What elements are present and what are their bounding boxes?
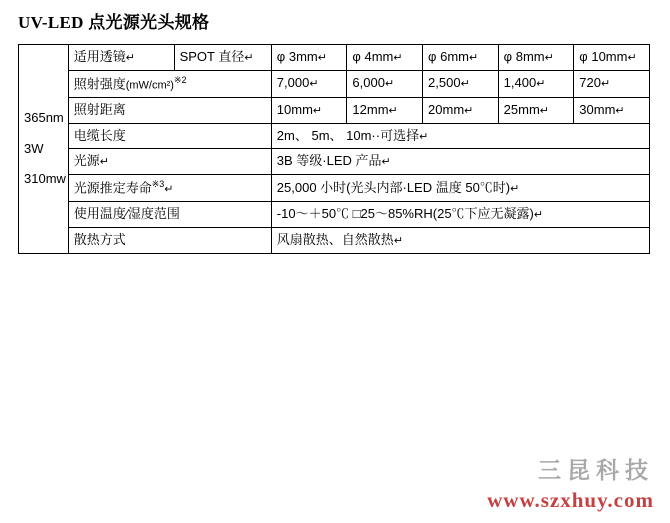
watermark-brand: 三昆科技 <box>538 458 654 483</box>
header-diameter-3 <box>498 45 574 71</box>
distance-value-2-text: 20mm <box>428 101 465 117</box>
row-value-temp-humidity <box>271 202 649 228</box>
row-label-distance-text: 照射距离 <box>73 102 126 118</box>
row-label-irradiance-text: 照射强度 <box>73 76 126 92</box>
irradiance-value-4-text: 720 <box>579 75 601 91</box>
table-row-cable-length <box>19 123 650 149</box>
pilcrow-mark: ↵ <box>381 156 391 169</box>
row-value-lifetime <box>271 175 649 202</box>
pilcrow-mark: ↵ <box>460 78 470 91</box>
distance-value-3 <box>498 97 574 123</box>
side-label-line-0: 365nm <box>24 110 64 126</box>
row-value-cooling-text: 风扇散热、自然散热 <box>276 231 394 247</box>
row-label-irradiance-unit: (mW/cm²) <box>125 79 174 92</box>
watermark-url: www.szxhuy.com <box>487 488 654 512</box>
row-value-cable-length <box>271 123 649 149</box>
pilcrow-mark: ↵ <box>388 104 398 117</box>
distance-value-0 <box>271 97 347 123</box>
table-row-light-source <box>19 149 650 175</box>
header-diameter-0 <box>271 45 347 71</box>
pilcrow-mark: ↵ <box>464 104 474 117</box>
pilcrow-mark: ↵ <box>384 78 395 91</box>
distance-value-1-text: 12mm <box>352 101 389 117</box>
specification-table <box>18 44 650 254</box>
table-row-cooling <box>19 227 650 253</box>
pilcrow-mark: ↵ <box>393 234 404 247</box>
row-label-distance <box>68 97 271 123</box>
row-value-light-source-text: 3B 等级·LED 产品 <box>276 153 382 169</box>
irradiance-value-2-text: 2,500 <box>428 75 461 91</box>
header-spot-text: SPOT 直径 <box>179 49 245 64</box>
pilcrow-mark: ↵ <box>510 182 520 195</box>
header-diameter-4 <box>574 45 650 71</box>
pilcrow-mark: ↵ <box>317 52 327 64</box>
row-label-lifetime <box>68 175 271 202</box>
table-row-distance <box>19 97 650 123</box>
irradiance-value-3-text: 1,400 <box>503 75 537 91</box>
row-value-lifetime-text: 25,000 小时(光头内部·LED 温度 50℃时) <box>276 179 511 195</box>
header-diameter-2 <box>423 45 499 71</box>
row-label-light-source-text: 光源 <box>73 153 100 169</box>
distance-value-0-text: 10mm <box>276 101 313 117</box>
distance-value-4 <box>574 97 650 123</box>
pilcrow-mark: ↵ <box>544 52 554 64</box>
row-label-lifetime-text: 光源推定寿命 <box>73 180 152 196</box>
pilcrow-mark: ↵ <box>539 104 550 117</box>
irradiance-value-2 <box>423 70 499 97</box>
row-label-irradiance <box>68 70 271 97</box>
row-label-lifetime-sup: ※3 <box>151 179 165 190</box>
irradiance-value-0 <box>271 70 347 97</box>
pilcrow-mark: ↵ <box>164 183 174 196</box>
pilcrow-mark: ↵ <box>99 156 109 169</box>
distance-value-2 <box>423 97 499 123</box>
table-row-lifetime <box>19 175 650 202</box>
header-spot-label <box>174 45 271 71</box>
distance-value-3-text: 25mm <box>503 101 540 117</box>
row-value-cooling <box>271 227 649 253</box>
row-label-light-source <box>68 149 271 175</box>
pilcrow-mark: ↵ <box>312 104 323 117</box>
table-row-irradiance <box>19 70 650 97</box>
pilcrow-mark: ↵ <box>533 209 544 222</box>
pilcrow-mark: ↵ <box>393 52 403 64</box>
pilcrow-mark: ↵ <box>468 52 479 64</box>
table-row-header <box>19 45 650 71</box>
row-label-cable-length-text: 电缆长度 <box>73 127 126 143</box>
header-diameter-0-text: φ 3mm <box>276 49 318 64</box>
header-lens-text: 适用透镜 <box>73 49 126 64</box>
irradiance-value-4 <box>574 70 650 97</box>
header-diameter-2-text: φ 6mm <box>428 49 469 64</box>
pilcrow-mark: ↵ <box>627 52 637 64</box>
pilcrow-mark: ↵ <box>125 52 135 64</box>
row-label-cooling-text: 散热方式 <box>73 232 126 248</box>
header-diameter-1 <box>347 45 423 71</box>
pilcrow-mark: ↵ <box>419 130 429 143</box>
header-lens-label <box>68 45 174 71</box>
distance-value-1 <box>347 97 423 123</box>
distance-value-4-text: 30mm <box>579 101 616 117</box>
header-diameter-4-text: φ 10mm <box>579 49 628 64</box>
row-value-temp-humidity-text: -10～＋50℃ □25～85%RH(25℃下应无凝露) <box>276 206 534 222</box>
irradiance-value-1 <box>347 70 423 97</box>
page-title: UV-LED 点光源光头规格 <box>18 13 210 32</box>
pilcrow-mark: ↵ <box>601 78 611 91</box>
side-label-line-2: 310mw <box>24 170 66 186</box>
row-label-temp-humidity <box>68 202 271 228</box>
irradiance-value-0-text: 7,000 <box>276 75 310 91</box>
pilcrow-mark: ↵ <box>309 78 319 91</box>
irradiance-value-1-text: 6,000 <box>352 75 385 91</box>
row-label-temp-humidity-text: 使用温度∕湿度范围 <box>73 206 180 222</box>
table-row-temp-humidity <box>19 202 650 228</box>
side-label-cell <box>19 45 69 254</box>
pilcrow-mark: ↵ <box>244 52 254 64</box>
row-label-cooling <box>68 227 271 253</box>
pilcrow-mark: ↵ <box>536 78 546 91</box>
side-label-line-1: 3W <box>24 140 44 156</box>
irradiance-value-3 <box>498 70 574 97</box>
row-label-irradiance-sup: ※2 <box>173 74 187 85</box>
row-value-cable-length-text: 2m、 5m、 10m··可选择 <box>276 127 420 143</box>
pilcrow-mark: ↵ <box>615 104 625 117</box>
row-value-light-source <box>271 149 649 175</box>
header-diameter-1-text: φ 4mm <box>352 49 394 64</box>
header-diameter-3-text: φ 8mm <box>503 49 545 64</box>
row-label-cable-length <box>68 123 271 149</box>
